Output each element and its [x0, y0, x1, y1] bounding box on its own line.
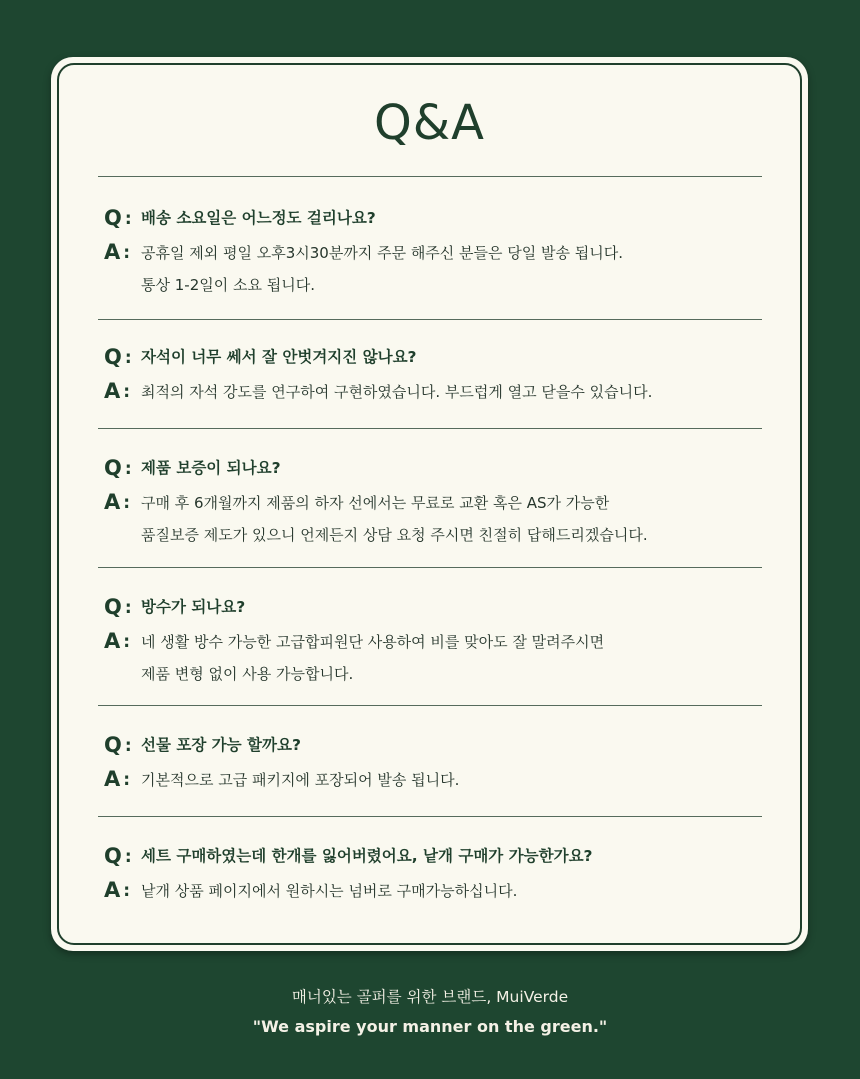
answer-text — [141, 237, 623, 301]
question-marker: Q : — [104, 844, 132, 868]
question-marker: Q : — [104, 733, 132, 757]
answer-marker: A : — [104, 629, 131, 653]
answer-text — [141, 764, 459, 796]
answer-row — [104, 875, 754, 907]
brand-slogan: "We aspire your manner on the green." — [252, 1017, 608, 1036]
qa-item — [104, 592, 754, 690]
answer-row — [104, 376, 754, 408]
qa-item — [104, 342, 754, 408]
question-text: 선물 포장 가능 할까요? — [141, 736, 301, 754]
question-text: 제품 보증이 되나요? — [141, 459, 281, 477]
brand-tagline: 매너있는 골퍼를 위한 브랜드, MuiVerde — [291, 988, 569, 1006]
answer-text — [141, 875, 517, 907]
divider — [98, 176, 762, 177]
question-text: 자석이 너무 쎄서 잘 안벗겨지진 않나요? — [141, 348, 417, 366]
answer-marker: A : — [104, 767, 131, 791]
answer-line: 최적의 자석 강도를 연구하여 구현하였습니다. 부드럽게 열고 닫을수 있습니다. — [141, 383, 653, 401]
divider — [98, 705, 762, 706]
answer-line: 기본적으로 고급 패키지에 포장되어 발송 됩니다. — [141, 771, 460, 789]
answer-row — [104, 237, 754, 301]
answer-text — [141, 376, 652, 408]
qa-item — [104, 203, 754, 301]
question-marker: Q : — [104, 345, 132, 369]
question-row — [104, 203, 754, 235]
qa-card — [51, 57, 808, 951]
divider — [98, 816, 762, 817]
answer-marker: A : — [104, 878, 131, 902]
question-text: 배송 소요일은 어느정도 걸리나요? — [141, 209, 376, 227]
answer-row — [104, 764, 754, 796]
question-row — [104, 453, 754, 485]
divider — [98, 428, 762, 429]
answer-text — [141, 626, 604, 690]
answer-line: 네 생활 방수 가능한 고급합피원단 사용하여 비를 맞아도 잘 말려주시면 — [141, 633, 605, 651]
answer-row — [104, 487, 754, 551]
answer-line: 통상 1-2일이 소요 됩니다. — [141, 276, 315, 294]
answer-line: 공휴일 제외 평일 오후3시30분까지 주문 해주신 분들은 당일 발송 됩니다. — [141, 244, 624, 262]
question-text: 방수가 되나요? — [141, 598, 246, 616]
question-row — [104, 342, 754, 374]
question-text: 세트 구매하였는데 한개를 잃어버렸어요, 낱개 구매가 가능한가요? — [141, 847, 593, 865]
qa-item — [104, 730, 754, 796]
question-marker: Q : — [104, 206, 132, 230]
answer-text — [141, 487, 648, 551]
question-row — [104, 841, 754, 873]
qa-item — [104, 841, 754, 907]
answer-marker: A : — [104, 379, 131, 403]
answer-line: 구매 후 6개월까지 제품의 하자 선에서는 무료로 교환 혹은 AS가 가능한 — [141, 494, 610, 512]
answer-line: 품질보증 제도가 있으니 언제든지 상담 요청 주시면 친절히 답해드리겠습니다. — [141, 526, 648, 544]
answer-row — [104, 626, 754, 690]
question-row — [104, 730, 754, 762]
answer-marker: A : — [104, 490, 131, 514]
question-row — [104, 592, 754, 624]
divider — [98, 567, 762, 568]
answer-line: 낱개 상품 페이지에서 원하시는 넘버로 구매가능하십니다. — [141, 882, 518, 900]
divider — [98, 319, 762, 320]
question-marker: Q : — [104, 456, 132, 480]
answer-line: 제품 변형 없이 사용 가능합니다. — [141, 665, 354, 683]
qa-item — [104, 453, 754, 551]
answer-marker: A : — [104, 240, 131, 264]
page-title: Q&A — [373, 95, 486, 151]
question-marker: Q : — [104, 595, 132, 619]
